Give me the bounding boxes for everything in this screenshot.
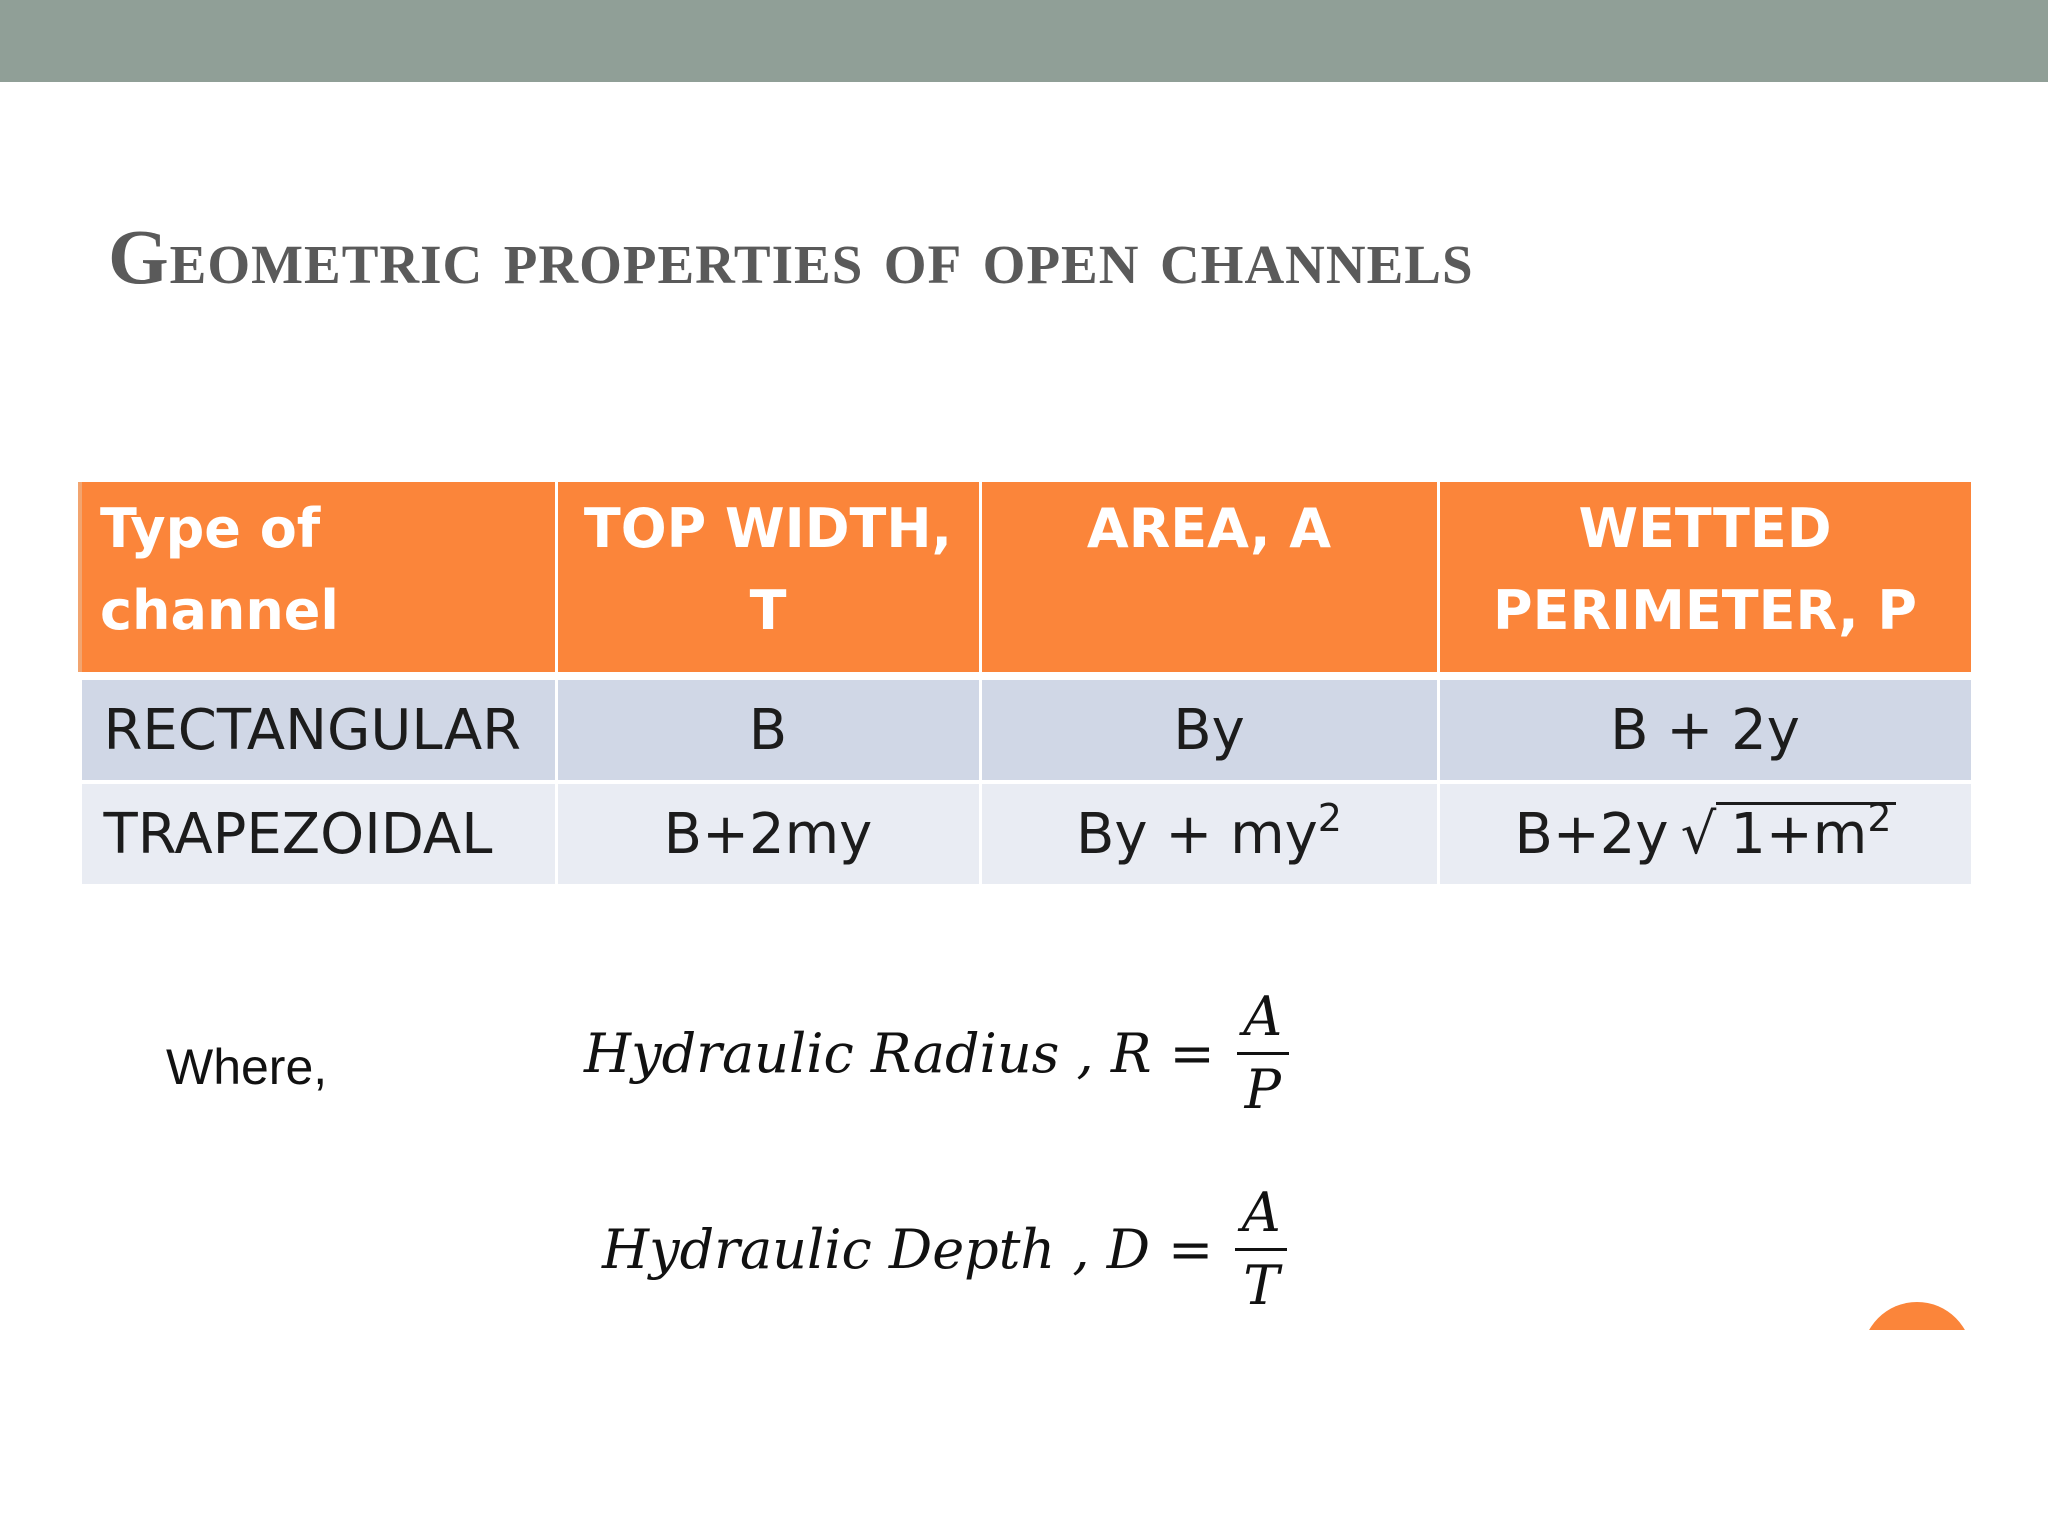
slide-title: Geometric properties of open channels — [108, 213, 1474, 300]
cell-top-width: B — [556, 676, 980, 782]
table-row — [80, 782, 1972, 884]
fraction — [1235, 1181, 1287, 1317]
fraction-denominator: T — [1243, 1254, 1280, 1317]
hydraulic-depth-lhs: Hydraulic Depth , D — [602, 1218, 1150, 1281]
cell-top-width: B+2my — [556, 782, 980, 884]
area-base-text: By + my — [1076, 801, 1318, 867]
table-row — [80, 676, 1972, 782]
fraction-numerator: A — [1243, 985, 1283, 1048]
equals-sign: = — [1169, 1022, 1215, 1085]
radicand — [1716, 795, 1895, 867]
header-top-width: TOP WIDTH, T — [556, 482, 980, 676]
header-area: AREA, A — [980, 482, 1438, 676]
hydraulic-depth-formula — [602, 1181, 1287, 1317]
square-root-symbol: √ — [1680, 801, 1717, 867]
channel-properties-table — [78, 482, 1974, 884]
fraction-denominator: P — [1244, 1058, 1281, 1121]
cell-channel-type: TRAPEZOIDAL — [80, 782, 556, 884]
cell-area — [980, 782, 1438, 884]
equals-sign: = — [1168, 1218, 1214, 1281]
where-label: Where, — [166, 1039, 328, 1095]
cell-channel-type: RECTANGULAR — [80, 676, 556, 782]
radicand-text: 1+m — [1730, 801, 1868, 867]
header-wetted-perimeter: WETTED PERIMETER, P — [1438, 482, 1972, 676]
fraction-numerator: A — [1241, 1181, 1281, 1244]
header-type-of-channel: Type of channel — [80, 482, 556, 676]
cell-wetted-perimeter: B + 2y — [1438, 676, 1972, 782]
fraction — [1237, 985, 1289, 1121]
hydraulic-radius-formula — [584, 985, 1289, 1121]
area-exponent: 2 — [1317, 795, 1342, 840]
radicand-exponent: 2 — [1867, 795, 1892, 840]
top-band — [0, 0, 2048, 82]
table-header-row — [80, 482, 1972, 676]
hydraulic-radius-lhs: Hydraulic Radius , R — [584, 1022, 1152, 1085]
cell-wetted-perimeter — [1438, 782, 1972, 884]
orange-semicircle-decoration — [1862, 1302, 1972, 1330]
cell-area: By — [980, 676, 1438, 782]
perimeter-prefix: B+2y — [1514, 801, 1669, 867]
